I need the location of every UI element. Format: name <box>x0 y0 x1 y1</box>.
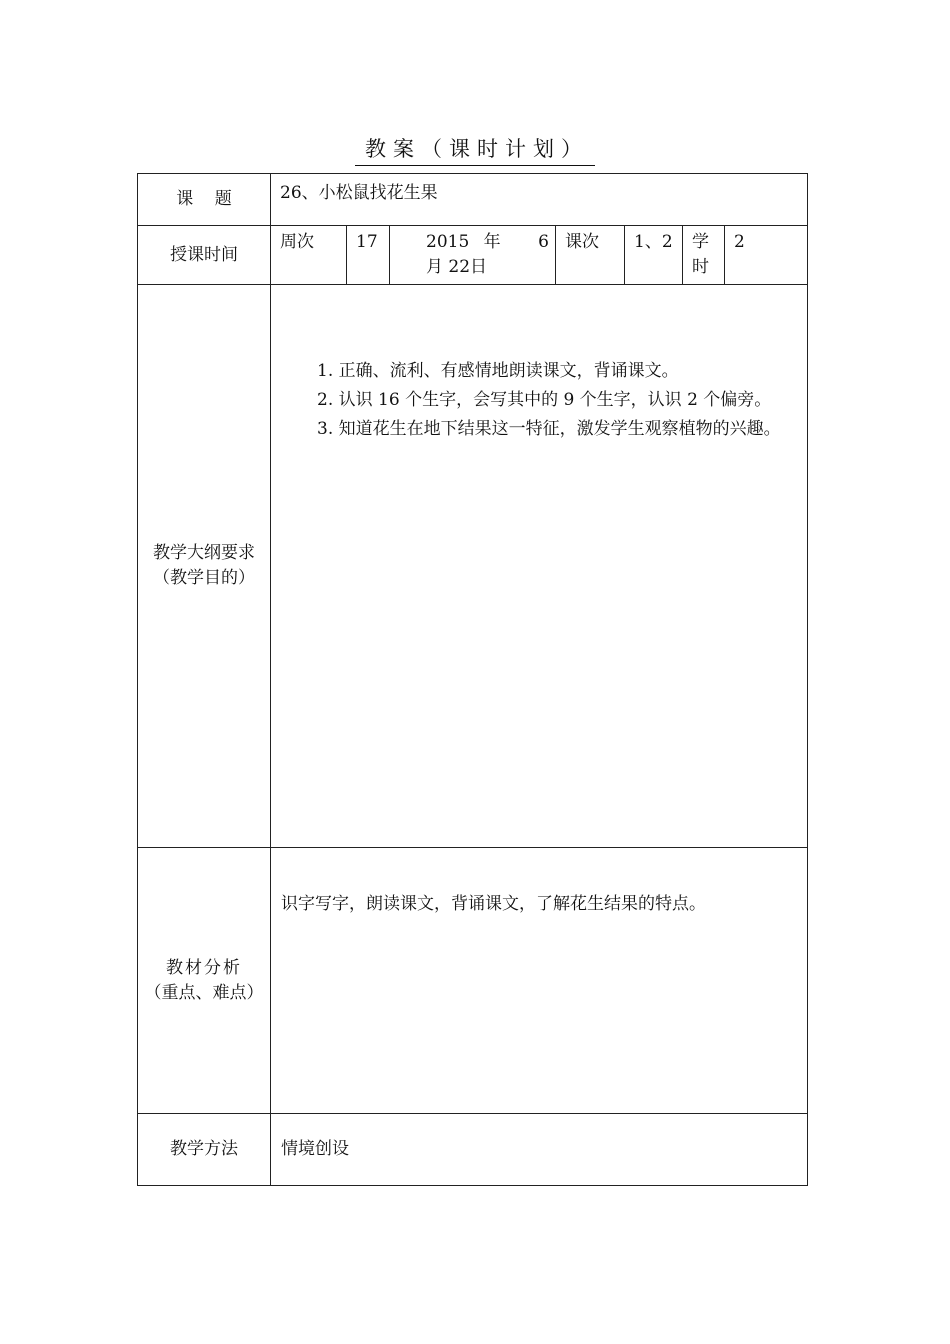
goals-content <box>271 285 808 848</box>
hours-value-cell <box>725 226 808 285</box>
week-label-cell <box>271 226 347 285</box>
analysis-label-line2: （重点、难点） <box>144 982 264 1003</box>
method-label <box>138 1114 271 1186</box>
schedule-label <box>138 226 271 285</box>
goals-label-line1: 教学大纲要求 <box>153 543 255 563</box>
date-cell <box>390 226 571 285</box>
lesson-value: 1、2 <box>634 232 673 252</box>
topic-value: 26、小松鼠找花生果 <box>280 183 438 203</box>
hours-label-cell <box>683 226 725 285</box>
analysis-row <box>138 848 808 1114</box>
topic-label-text: 课 题 <box>176 189 232 209</box>
lesson-plan-table <box>137 173 808 1186</box>
method-row <box>138 1114 808 1186</box>
analysis-value: 识字写字，朗读课文，背诵课文，了解花生结果的特点。 <box>281 894 706 914</box>
hours-value: 2 <box>734 232 745 252</box>
topic-value-cell <box>271 174 808 226</box>
analysis-label <box>138 848 271 1114</box>
goal-item-3: 3. 知道花生在地下结果这一特征，激发学生观察植物的兴趣。 <box>317 419 781 439</box>
goal-item-2: 2. 认识 16 个生字，会写其中的 9 个生字，认识 2 个偏旁。 <box>317 390 772 410</box>
document-title-text: 教案（课时计划） <box>355 134 595 166</box>
goals-row <box>138 285 808 848</box>
document-title <box>0 134 950 166</box>
topic-row <box>138 174 808 226</box>
goals-label <box>138 285 271 848</box>
schedule-label-text: 授课时间 <box>170 244 238 265</box>
goals-label-line2: （教学目的） <box>153 568 255 588</box>
analysis-content <box>271 848 808 1114</box>
hours-label: 学时 <box>692 232 709 277</box>
lesson-label-cell <box>556 226 625 285</box>
week-value-cell <box>347 226 390 285</box>
schedule-row <box>138 226 808 285</box>
method-label-text: 教学方法 <box>170 1139 238 1159</box>
date-value: 2015 年 6 月 22日 <box>426 232 571 277</box>
method-value: 情境创设 <box>281 1139 349 1159</box>
lesson-label: 课次 <box>565 232 599 252</box>
week-value: 17 <box>356 232 378 252</box>
week-label: 周次 <box>280 232 314 252</box>
lesson-value-cell <box>625 226 683 285</box>
analysis-label-line1: 教材分析 <box>166 957 242 978</box>
goal-item-1: 1. 正确、流利、有感情地朗读课文，背诵课文。 <box>317 361 679 381</box>
topic-label <box>138 174 271 226</box>
method-content <box>271 1114 808 1186</box>
